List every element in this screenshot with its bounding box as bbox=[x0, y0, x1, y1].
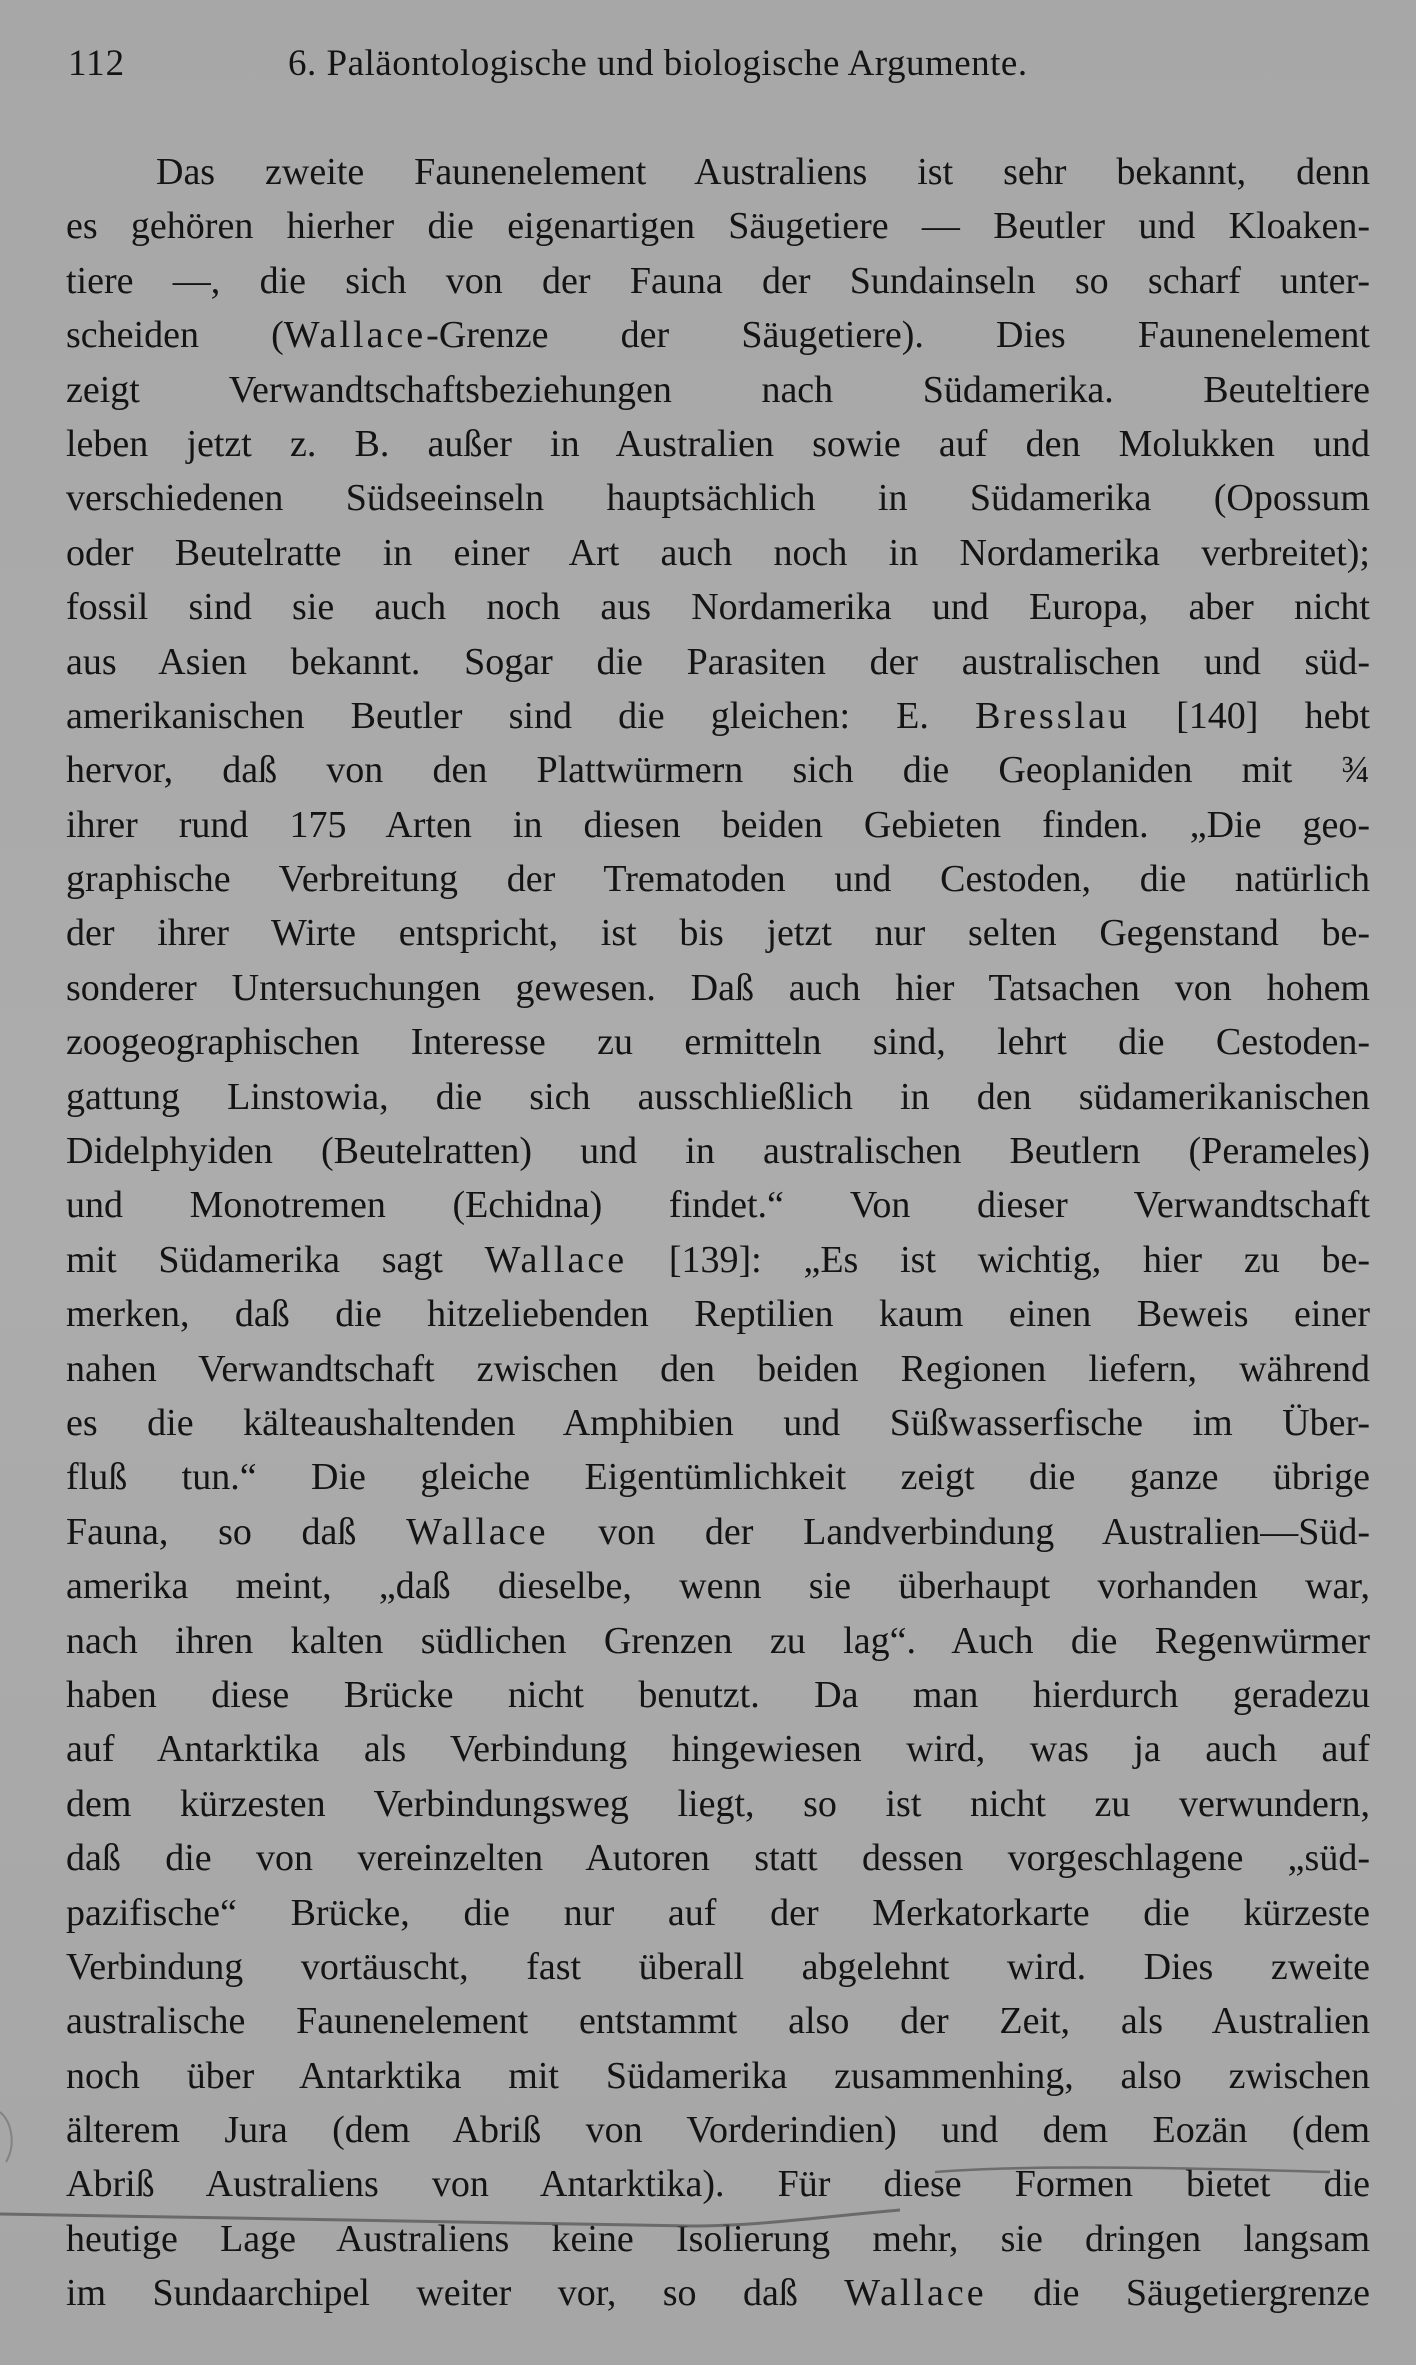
text-line: australische Faunenelement entstammt also der Zeit, als Australien bbox=[66, 2000, 1370, 2043]
text-line: es gehören hierher die eigenartigen Säugetiere — Beutler und Kloaken- bbox=[66, 205, 1370, 248]
text-line: Abriß Australiens von Antarktika). Für diese Formen bietet die bbox=[66, 2163, 1370, 2206]
text-line: der ihrer Wirte entspricht, ist bis jetzt nur selten Gegenstand be- bbox=[66, 912, 1370, 955]
text-line: noch über Antarktika mit Südamerika zusammenhing, also zwischen bbox=[66, 2054, 1370, 2097]
text-line: daß die von vereinzelten Autoren statt dessen vorgeschlagene „süd- bbox=[66, 1837, 1370, 1880]
running-head: 6. Paläontologische und biologische Argumente. bbox=[288, 43, 1028, 84]
text-line: gattung Linstowia, die sich ausschließlich in den südamerikanischen bbox=[66, 1075, 1370, 1118]
text-line: nahen Verwandtschaft zwischen den beiden Regionen liefern, während bbox=[66, 1347, 1370, 1390]
text-line: amerikanischen Beutler sind die gleichen: E. Bresslau [140] hebt bbox=[66, 694, 1370, 737]
text-line: fossil sind sie auch noch aus Nordamerika und Europa, aber nicht bbox=[66, 586, 1370, 629]
body-text bbox=[66, 145, 1370, 2321]
text-line: amerika meint, „daß dieselbe, wenn sie überhaupt vorhanden war, bbox=[66, 1565, 1370, 1608]
text-line: oder Beutelratte in einer Art auch noch in Nordamerika verbreitet); bbox=[66, 531, 1370, 574]
text-line: leben jetzt z. B. außer in Australien sowie auf den Molukken und bbox=[66, 422, 1370, 465]
text-line: heutige Lage Australiens keine Isolierung mehr, sie dringen langsam bbox=[66, 2217, 1370, 2260]
text-line: Das zweite Faunenelement Australiens ist sehr bekannt, denn bbox=[156, 151, 1370, 193]
text-line: pazifische“ Brücke, die nur auf der Merkatorkarte die kürzeste bbox=[66, 1891, 1370, 1934]
text-line: mit Südamerika sagt Wallace [139]: „Es ist wichtig, hier zu be- bbox=[66, 1238, 1370, 1281]
text-line: zeigt Verwandtschaftsbeziehungen nach Südamerika. Beuteltiere bbox=[66, 368, 1370, 411]
text-line: tiere —, die sich von der Fauna der Sundainseln so scharf unter- bbox=[66, 259, 1370, 302]
text-line: aus Asien bekannt. Sogar die Parasiten der australischen und süd- bbox=[66, 640, 1370, 683]
text-line: und Monotremen (Echidna) findet.“ Von dieser Verwandtschaft bbox=[66, 1184, 1370, 1227]
page-number: 112 bbox=[68, 43, 126, 84]
text-line: dem kürzesten Verbindungsweg liegt, so ist nicht zu verwundern, bbox=[66, 1782, 1370, 1825]
text-line: Verbindung vortäuscht, fast überall abgelehnt wird. Dies zweite bbox=[66, 1945, 1370, 1988]
text-line: Didelphyiden (Beutelratten) und in australischen Beutlern (Perameles) bbox=[66, 1130, 1370, 1173]
text-line: ihrer rund 175 Arten in diesen beiden Gebieten finden. „Die geo- bbox=[66, 803, 1370, 846]
text-line: merken, daß die hitzeliebenden Reptilien kaum einen Beweis einer bbox=[66, 1293, 1370, 1336]
text-line: älterem Jura (dem Abriß von Vorderindien) und dem Eozän (dem bbox=[66, 2109, 1370, 2152]
text-line: hervor, daß von den Plattwürmern sich die Geoplaniden mit ¾ bbox=[66, 749, 1370, 792]
text-line: fluß tun.“ Die gleiche Eigentümlichkeit zeigt die ganze übrige bbox=[66, 1456, 1370, 1499]
page-header bbox=[68, 36, 1358, 92]
text-line: verschiedenen Südseeinseln hauptsächlich in Südamerika (Opossum bbox=[66, 477, 1370, 520]
text-line: sonderer Untersuchungen gewesen. Daß auch hier Tatsachen von hohem bbox=[66, 966, 1370, 1009]
text-line: zoogeographischen Interesse zu ermitteln sind, lehrt die Cestoden- bbox=[66, 1021, 1370, 1064]
text-line: Fauna, so daß Wallace von der Landverbindung Australien—Süd- bbox=[66, 1510, 1370, 1553]
text-line: haben diese Brücke nicht benutzt. Da man hierdurch geradezu bbox=[66, 1673, 1370, 1716]
text-line: es die kälteaushaltenden Amphibien und Süßwasserfische im Über- bbox=[66, 1401, 1370, 1444]
text-line: nach ihren kalten südlichen Grenzen zu lag“. Auch die Regenwürmer bbox=[66, 1619, 1370, 1662]
text-line: graphische Verbreitung der Trematoden und Cestoden, die natürlich bbox=[66, 858, 1370, 901]
text-line: im Sundaarchipel weiter vor, so daß Wallace die Säugetiergrenze bbox=[66, 2272, 1370, 2315]
text-line: auf Antarktika als Verbindung hingewiesen wird, was ja auch auf bbox=[66, 1728, 1370, 1771]
text-line: scheiden (Wallace-Grenze der Säugetiere). Dies Faunenelement bbox=[66, 314, 1370, 357]
